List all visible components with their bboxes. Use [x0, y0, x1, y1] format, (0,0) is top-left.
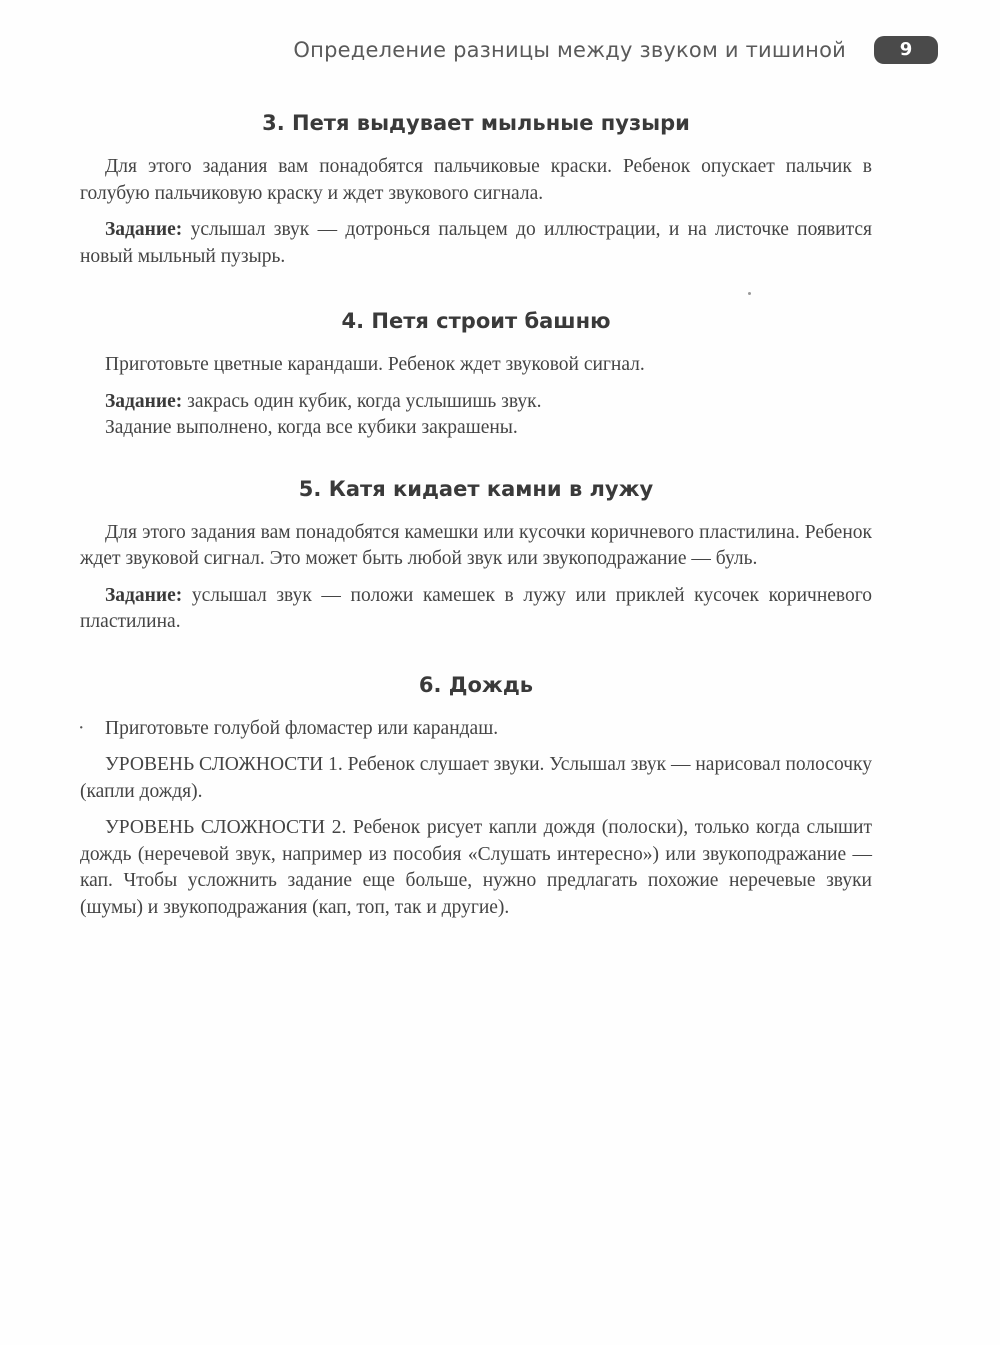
- paragraph-lead: Задание:: [105, 584, 183, 606]
- task-paragraph: [80, 389, 872, 416]
- section-puddle: [80, 472, 872, 636]
- paragraph-text: Задание выполнено, когда все кубики закрашены.: [105, 417, 518, 438]
- running-header: [293, 36, 938, 64]
- paragraph: [80, 716, 872, 743]
- paragraph: [80, 520, 872, 573]
- page-number-badge: 9: [874, 36, 938, 64]
- task-paragraph: [80, 217, 872, 270]
- section-title: 6. Дождь: [418, 672, 534, 697]
- section-bubbles: [80, 106, 872, 270]
- paragraph-lead: Задание:: [105, 219, 183, 240]
- task-paragraph: [80, 583, 872, 636]
- section-title: 4. Петя строит башню: [341, 309, 611, 333]
- section-title: 3. Петя выдувает мыльные пузыри: [262, 111, 690, 135]
- header-title: Определение разницы между звуком и тишиной: [293, 38, 846, 62]
- paragraph-text: УРОВЕНЬ СЛОЖНОСТИ 1. Ребенок слушает звуки. Услышал звук — нарисовал полосочку (капли дождя).: [80, 754, 872, 802]
- bullet-row: [80, 716, 872, 743]
- paragraph-text: закрась один кубик, когда услышишь звук.: [182, 390, 542, 412]
- level-2-paragraph: [80, 815, 872, 921]
- section-rain: [80, 668, 872, 922]
- paragraph-text: УРОВЕНЬ СЛОЖНОСТИ 2. Ребенок рисует капли дождя (полоски), только когда слышит дождь (неречевой звук, например из пособия «Слушать интересно») или звукоподражание — кап. Чтобы усложнить задание еще больше, нужно предлагать похожие неречевые звуки (шумы) и звукоподражания (кап, топ, так и другие).: [80, 817, 872, 918]
- bullet-dot: ·: [78, 717, 85, 739]
- paragraph-lead: Задание:: [105, 390, 183, 412]
- paragraph-text: Для этого задания вам понадобятся камешки или кусочки коричневого пластилина. Ребенок ждет звуковой сигнал. Это может быть любой звук или звукоподражание — буль.: [80, 521, 872, 569]
- paragraph: [80, 352, 872, 379]
- paragraph-text: Приготовьте голубой фломастер или карандаш.: [105, 717, 499, 739]
- page-body: [80, 106, 872, 931]
- section-title: 5. Катя кидает камни в лужу: [298, 476, 654, 501]
- paragraph: [80, 154, 872, 207]
- paragraph-text: Для этого задания вам понадобятся пальчиковые краски. Ребенок опускает пальчик в голубую пальчиковую краску и ждет звукового сигнала.: [80, 156, 872, 204]
- paragraph-text: услышал звук — положи камешек в лужу или приклей кусочек коричневого пластилина.: [80, 584, 872, 632]
- paragraph-text: Приготовьте цветные карандаши. Ребенок ждет звуковой сигнал.: [105, 354, 645, 375]
- level-1-paragraph: [80, 752, 872, 805]
- section-tower: [80, 304, 872, 442]
- paragraph-text: услышал звук — дотронься пальцем до иллюстрации, и на листочке появится новый мыльный пузырь.: [80, 219, 872, 267]
- paragraph: [80, 415, 872, 442]
